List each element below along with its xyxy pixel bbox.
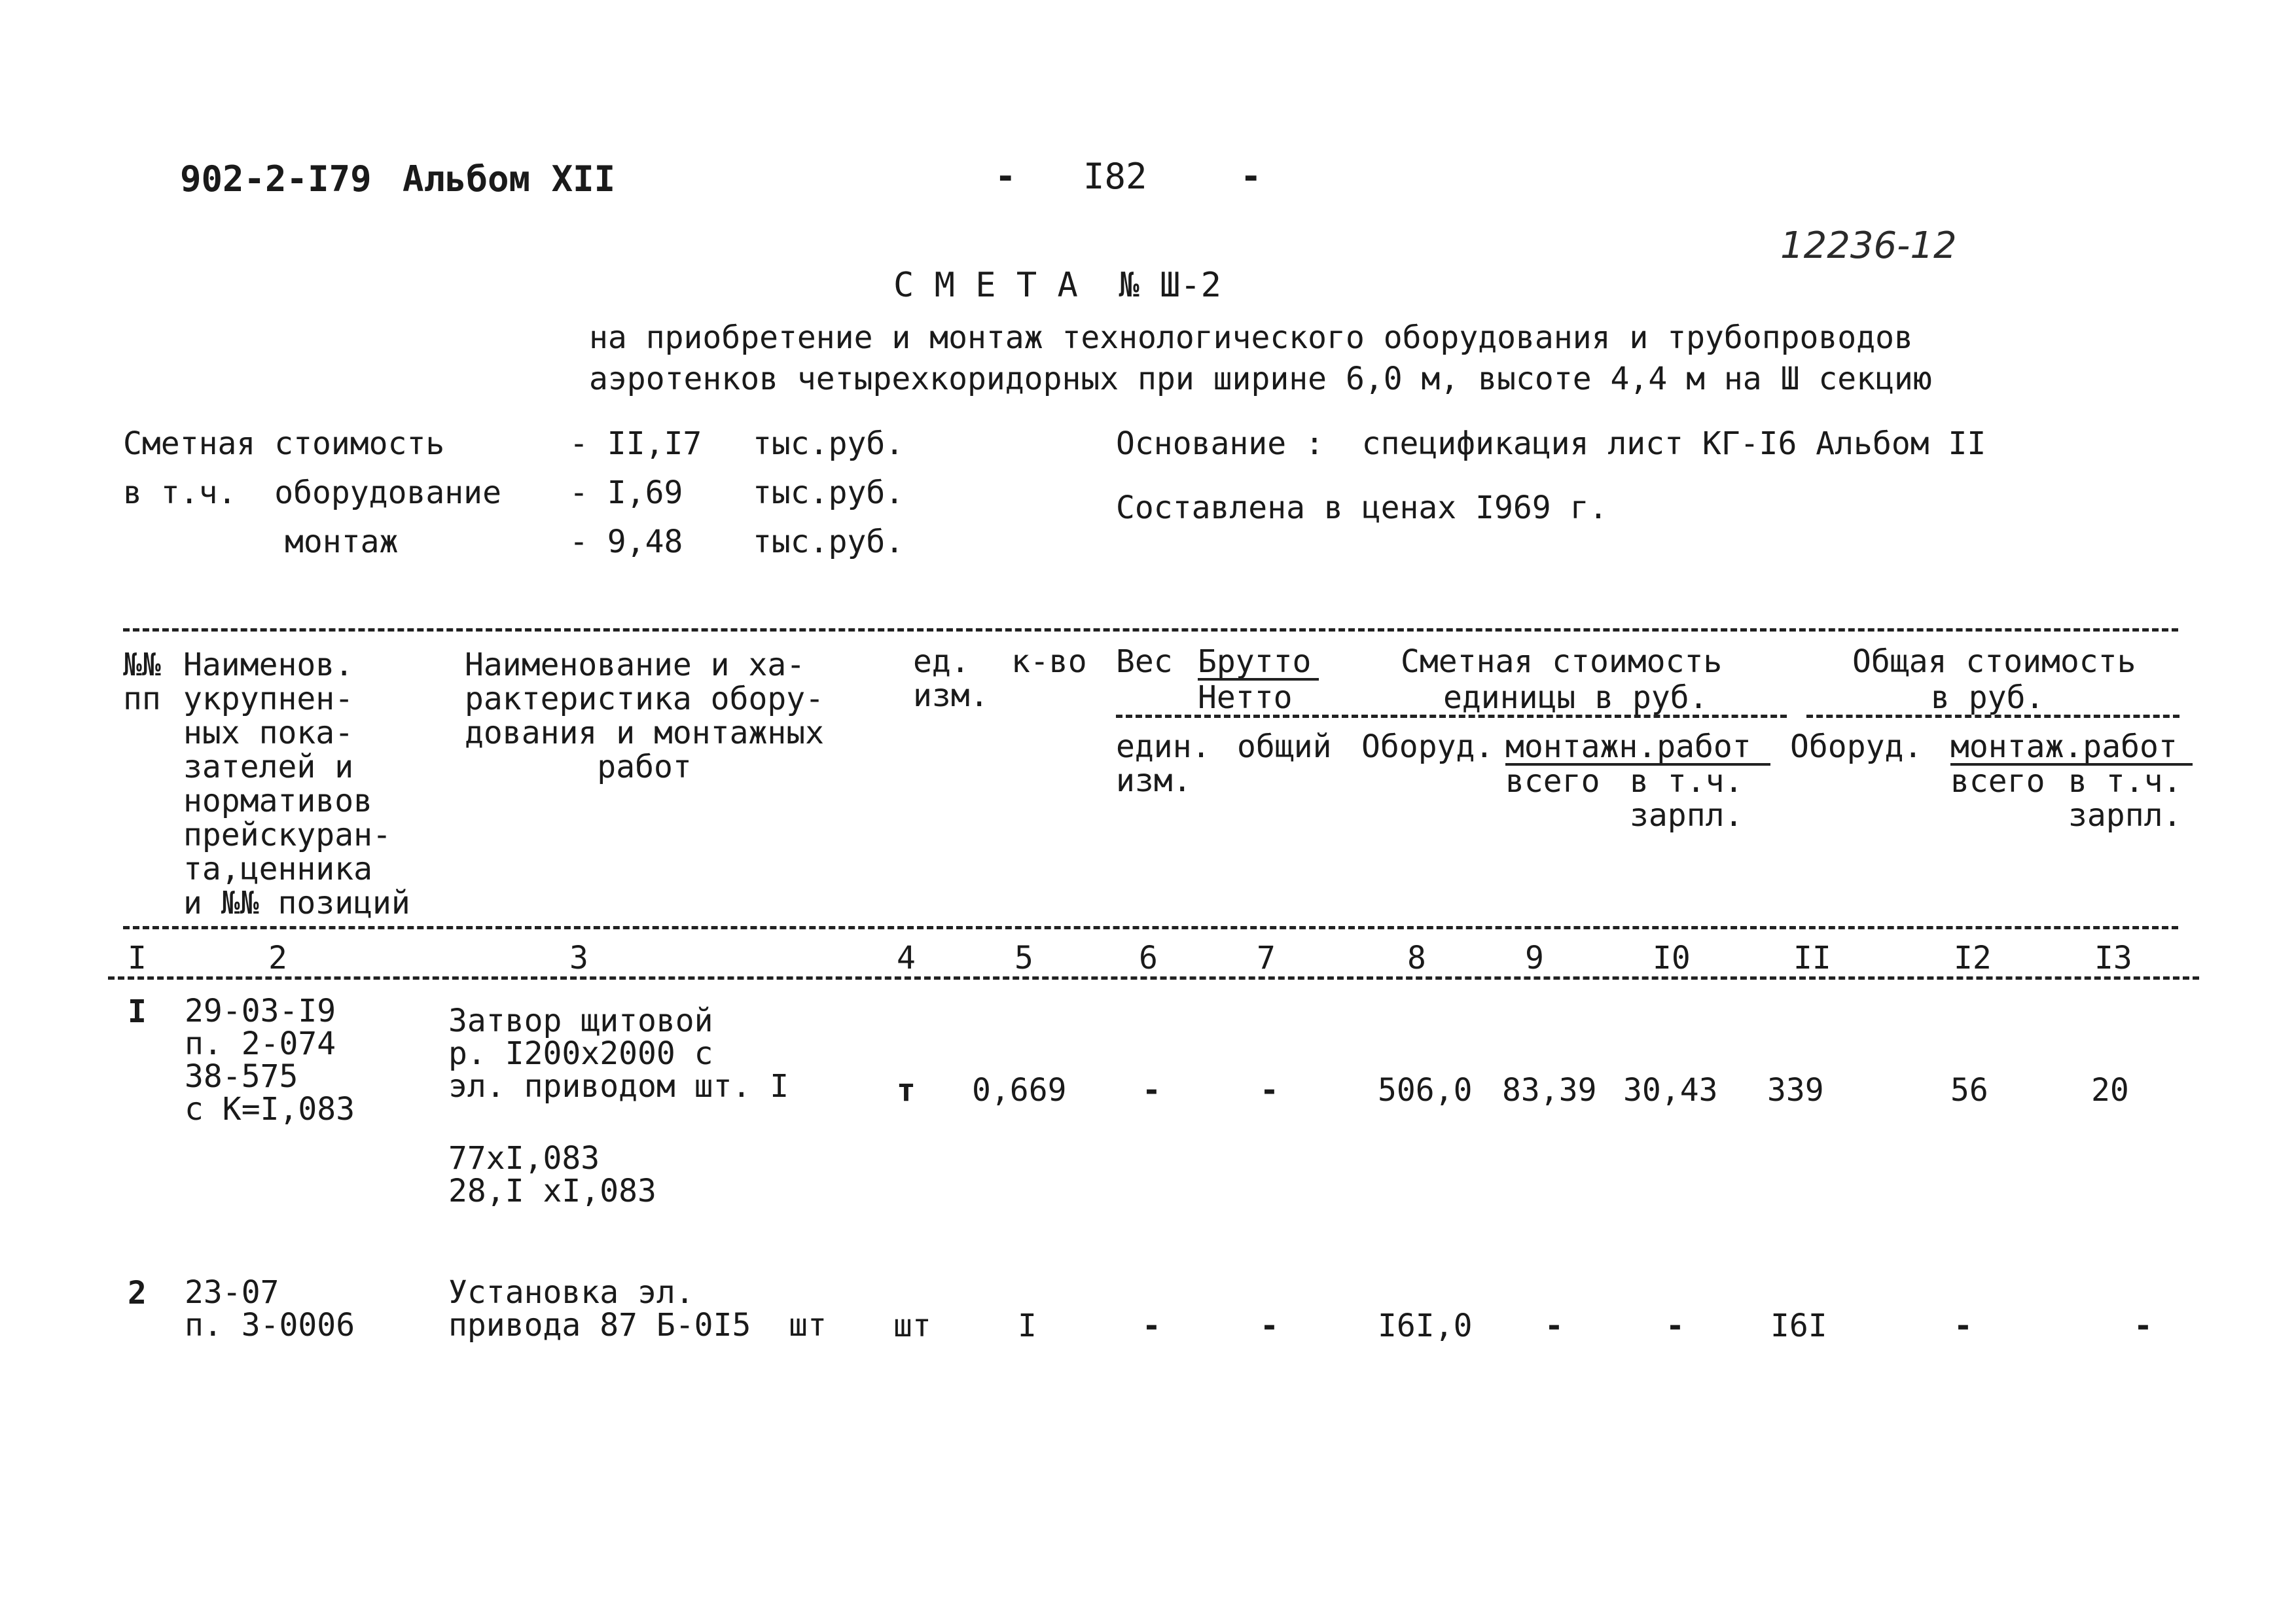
estimate-title: С М Е Т А № Ш-2 (893, 266, 1221, 305)
header-col-13: в т.ч. зарпл. (2068, 763, 2182, 834)
row-1-reference: 29-03-I9 п. 2-074 38-575 с К=I,083 (185, 993, 355, 1128)
header-bottom-rule (123, 926, 2178, 929)
header-col-10: в т.ч. зарпл. (1630, 763, 1744, 834)
basis-text: Основание : спецификация лист КГ-I6 Альбом II (1116, 425, 1986, 462)
col-number-3: 3 (569, 940, 588, 976)
header-col-9: всего (1505, 763, 1600, 800)
header-brutto: Брутто (1198, 643, 1312, 680)
row-2-weight-unit: - (1142, 1308, 1161, 1344)
col-number-10: I0 (1653, 940, 1691, 976)
handwritten-number: 12236-12 (1780, 224, 1957, 267)
header-col-8: Оборуд. (1361, 728, 1494, 765)
row-2-mounting-total-all: - (1954, 1308, 1973, 1344)
total-cost-header-rule (1806, 715, 2179, 718)
row-1-mounting-unit-all: 83,39 (1502, 1072, 1597, 1109)
header-total-cost-2: в руб. (1931, 679, 2045, 716)
row-1-equipment-unit-cost: 506,0 (1378, 1072, 1473, 1109)
title-line-2: аэротенков четырехкоридорных при ширине 6,0 м, высоте 4,4 м на Ш секцию (589, 361, 1932, 397)
row-2-reference: 23-07 п. 3-0006 (185, 1274, 355, 1344)
header-unit-cost: Сметная стоимость (1401, 643, 1723, 680)
header-col-3: Наименование и ха- рактеристика обору- дования и монтажных работ (465, 647, 825, 785)
title-line-1: на приобретение и монтаж технологического оборудования и трубопроводов (589, 319, 1913, 356)
row-2-mounting-total-wage: - (2134, 1308, 2153, 1344)
header-total-cost: Общая стоимость (1852, 643, 2136, 680)
row-2-qty: I (1018, 1308, 1037, 1344)
summary-unit-total: тыс.руб. (753, 425, 905, 462)
col-number-11: II (1793, 940, 1831, 976)
col-number-12: I2 (1954, 940, 1992, 976)
header-col-6: един. изм. (1116, 728, 1211, 799)
col-number-4: 4 (897, 940, 916, 976)
row-2-equipment-total: I6I (1770, 1308, 1827, 1344)
header-col-4: ед. изм. (913, 643, 989, 714)
col-number-8: 8 (1407, 940, 1426, 976)
row-2-number: 2 (128, 1275, 147, 1311)
row-1-unit: т (897, 1072, 916, 1109)
header-col-1: №№ пп (123, 647, 161, 717)
summary-unit-equipment: тыс.руб. (753, 474, 905, 511)
header-netto: Нетто (1198, 679, 1293, 716)
row-2-equipment-unit-cost: I6I,0 (1378, 1308, 1473, 1344)
row-1-weight-total: - (1260, 1072, 1279, 1109)
row-1-name: Затвор щитовой р. I200х2000 с эл. приводом шт. I (448, 1003, 789, 1105)
row-2-mounting-unit-all: - (1545, 1308, 1564, 1344)
col-number-1: I (128, 940, 147, 976)
album-label: Альбом XII (403, 158, 616, 200)
table-top-rule (123, 628, 2178, 632)
row-2-unit: шт (893, 1308, 931, 1344)
row-1-mounting-total-all: 56 (1950, 1072, 1988, 1109)
row-2-mounting-unit-wage: - (1666, 1308, 1685, 1344)
row-1-number: I (128, 993, 147, 1030)
row-1-mounting-total-wage: 20 (2091, 1072, 2129, 1109)
header-weight: Вес (1116, 643, 1173, 680)
header-mounting-total: монтаж.работ (1950, 728, 2178, 765)
unit-cost-header-rule (1361, 715, 1787, 718)
summary-unit-mounting: тыс.руб. (753, 524, 905, 560)
header-col-2: Наименов. укрупнен- ных пока- зателей и нормативов прейскуран- та,ценника и №№ позиций (183, 647, 410, 921)
row-1-name-extra: 77хI,083 28,I хI,083 (448, 1140, 656, 1209)
row-1-mounting-unit-wage: 30,43 (1623, 1072, 1718, 1109)
header-col-5: к-во (1011, 643, 1087, 680)
col-number-7: 7 (1257, 940, 1276, 976)
row-2-weight-total: - (1260, 1308, 1279, 1344)
summary-value-equipment: - I,69 (569, 474, 683, 511)
col-number-13: I3 (2094, 940, 2132, 976)
header-col-7: общий (1237, 728, 1332, 765)
header-unit-cost-2: единицы в руб. (1443, 679, 1708, 716)
summary-value-total: - II,I7 (569, 425, 702, 462)
header-col-12: всего (1950, 763, 2045, 800)
col-number-2: 2 (268, 940, 287, 976)
summary-value-mounting: - 9,48 (569, 524, 683, 560)
summary-label-mounting: монтаж (285, 524, 399, 560)
row-1-weight-unit: - (1142, 1072, 1161, 1109)
header-col-11: Оборуд. (1790, 728, 1923, 765)
prices-text: Составлена в ценах I969 г. (1116, 490, 1608, 526)
document-code: 902-2-I79 (180, 158, 372, 200)
row-2-name: Установка эл. привода 87 Б-0I5 шт (448, 1274, 827, 1344)
col-number-6: 6 (1139, 940, 1158, 976)
row-1-equipment-total: 339 (1767, 1072, 1824, 1109)
page-dash-left: - (995, 156, 1016, 197)
page-number: I82 (1083, 156, 1147, 197)
page-dash-right: - (1240, 156, 1262, 197)
summary-label-total: Сметная стоимость (123, 425, 445, 462)
col-number-5: 5 (1014, 940, 1033, 976)
row-1-qty: 0,669 (972, 1072, 1067, 1109)
header-mounting-unit: монтажн.работ (1505, 728, 1751, 765)
col-number-9: 9 (1525, 940, 1544, 976)
summary-label-equipment: в т.ч. оборудование (123, 474, 501, 511)
column-numbers-rule (108, 976, 2199, 980)
